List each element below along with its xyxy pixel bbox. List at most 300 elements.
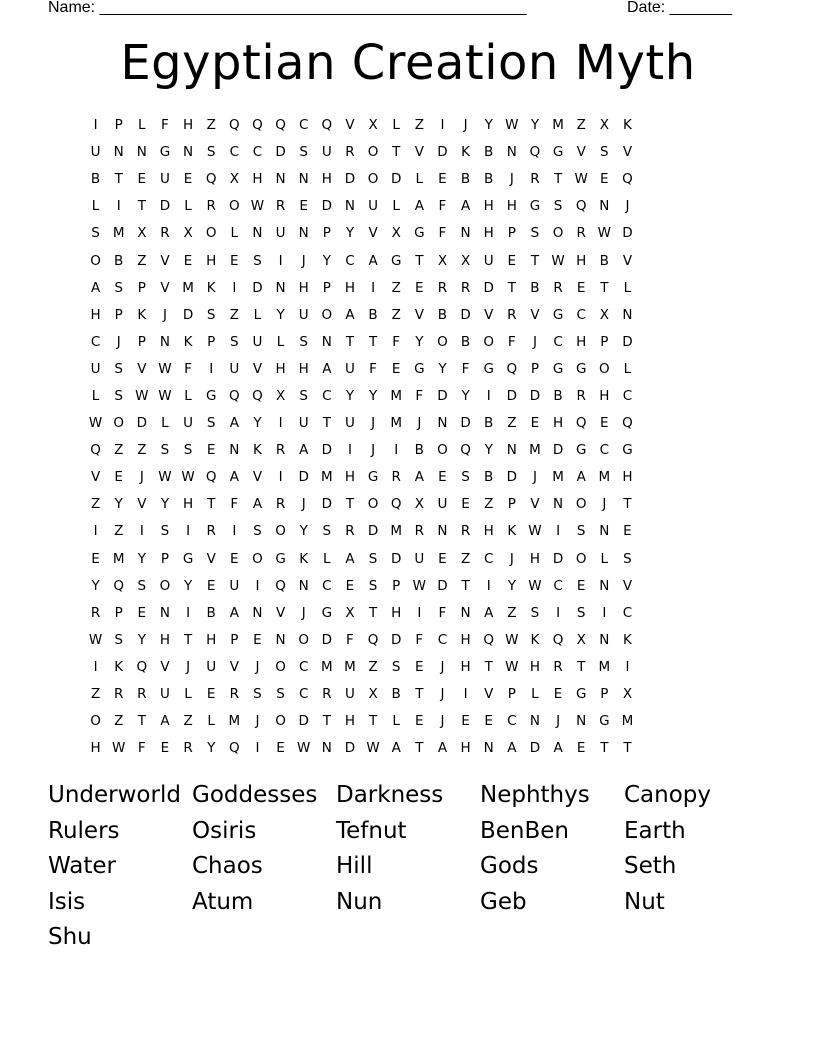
grid-letter: B (484, 144, 494, 161)
grid-letter: J (417, 415, 422, 432)
grid-letter: S (253, 686, 262, 703)
grid-letter: S (230, 333, 239, 350)
grid-letter: Q (205, 171, 217, 188)
grid-letter: B (460, 333, 471, 350)
grid-letter: D (159, 198, 171, 215)
grid-letter: P (160, 550, 170, 567)
grid-letter: N (136, 144, 147, 161)
grid-letter: X (391, 225, 401, 242)
grid-letter: Q (252, 117, 263, 134)
grid-letter: H (460, 631, 471, 648)
grid-letter: G (205, 387, 217, 404)
grid-letter: M (529, 442, 541, 459)
grid-letter: E (576, 740, 586, 757)
grid-letter: I (602, 604, 607, 621)
grid-letter: O (228, 198, 240, 215)
grid-letter: Q (275, 577, 286, 594)
grid-letter: I (463, 686, 468, 703)
grid-letter: S (299, 387, 308, 404)
grid-letter: O (575, 496, 587, 513)
grid-letter: H (460, 740, 471, 757)
grid-letter: H (182, 496, 194, 513)
grid-letter: G (321, 604, 333, 621)
grid-letter: Q (575, 415, 587, 432)
grid-letter: V (414, 144, 424, 161)
grid-letter: N (344, 198, 355, 215)
grid-letter: A (229, 415, 239, 432)
grid-letter: E (206, 686, 216, 703)
grid-row (84, 491, 732, 518)
grid-letter: R (553, 658, 563, 675)
grid-letter: M (228, 713, 241, 730)
grid-letter: I (417, 604, 422, 621)
grid-letter: Y (299, 523, 308, 540)
grid-letter: T (322, 713, 331, 730)
grid-letter: B (553, 387, 563, 404)
grid-letter: S (206, 144, 216, 161)
grid-letter: P (322, 225, 331, 242)
grid-letter: V (160, 658, 170, 675)
grid-letter: N (252, 225, 263, 242)
grid-letter: O (437, 333, 448, 350)
grid-letter: L (392, 117, 400, 134)
grid-letter: T (415, 686, 424, 703)
grid-letter: P (114, 306, 123, 323)
grid-letter: I (255, 577, 260, 594)
grid-letter: L (161, 415, 169, 432)
grid-letter: Y (461, 387, 470, 404)
word-list (48, 778, 768, 956)
grid-letter: J (625, 198, 630, 215)
grid-letter: Z (414, 117, 424, 134)
grid-letter: O (113, 415, 124, 432)
grid-letter: S (368, 550, 378, 567)
grid-letter: I (116, 198, 121, 215)
grid-row (84, 112, 732, 139)
grid-letter: W (88, 631, 103, 648)
grid-letter: L (184, 198, 192, 215)
grid-letter: D (529, 740, 541, 757)
grid-letter: S (576, 604, 586, 621)
grid-letter: C (252, 144, 263, 161)
grid-letter: R (437, 279, 448, 296)
grid-letter: T (577, 658, 586, 675)
grid-letter: O (298, 631, 309, 648)
grid-letter: X (576, 631, 586, 648)
grid-letter: D (321, 496, 333, 513)
grid-letter: P (392, 577, 401, 594)
grid-letter: P (530, 360, 540, 377)
grid-letter: I (625, 658, 630, 675)
grid-letter: D (552, 442, 564, 459)
grid-letter: V (90, 469, 101, 486)
grid-letter: V (484, 686, 494, 703)
grid-letter: D (552, 550, 564, 567)
grid-letter: E (415, 713, 424, 730)
grid-letter: N (252, 604, 263, 621)
grid-letter: A (299, 442, 309, 459)
grid-letter: T (345, 496, 355, 513)
word-list-item: Darkness (336, 782, 444, 808)
grid-letter: J (440, 658, 445, 675)
grid-letter: Y (438, 360, 447, 377)
grid-letter: D (483, 279, 494, 296)
grid-letter: Z (90, 496, 101, 513)
grid-letter: U (229, 577, 240, 594)
grid-letter: F (346, 631, 354, 648)
grid-letter: X (414, 496, 424, 513)
grid-letter: B (437, 306, 448, 323)
grid-letter: N (298, 171, 309, 188)
grid-letter: C (507, 713, 517, 730)
grid-letter: E (553, 686, 563, 703)
grid-letter: M (390, 387, 403, 404)
grid-letter: M (552, 469, 564, 486)
grid-letter: X (622, 686, 633, 703)
grid-letter: T (137, 198, 146, 215)
grid-letter: D (252, 279, 263, 296)
grid-letter: X (368, 117, 378, 134)
grid-letter: C (576, 306, 586, 323)
grid-letter: O (552, 225, 564, 242)
grid-letter: L (323, 550, 331, 567)
grid-letter: H (159, 631, 171, 648)
grid-letter: S (322, 523, 332, 540)
grid-letter: H (344, 279, 356, 296)
grid-letter: R (137, 686, 147, 703)
grid-letter: N (321, 333, 332, 350)
grid-letter: D (298, 469, 309, 486)
grid-letter: B (90, 171, 101, 188)
grid-letter: Q (252, 387, 263, 404)
grid-letter: U (275, 225, 286, 242)
grid-letter: A (414, 198, 424, 215)
grid-letter: R (275, 442, 286, 459)
grid-letter: P (507, 225, 516, 242)
word-list-item: Isis (48, 888, 86, 915)
grid-letter: N (113, 144, 124, 161)
grid-letter: N (159, 333, 170, 350)
grid-letter: D (344, 171, 356, 188)
grid-letter: J (509, 171, 514, 188)
grid-letter: S (114, 631, 123, 648)
grid-letter: H (391, 604, 402, 621)
grid-letter: D (622, 225, 633, 242)
grid-letter: T (530, 252, 540, 269)
grid-letter: X (437, 252, 448, 269)
grid-letter: R (183, 740, 193, 757)
grid-letter: V (229, 658, 239, 675)
grid-row (84, 681, 732, 708)
grid-letter: X (345, 604, 355, 621)
grid-letter: B (460, 171, 471, 188)
grid-letter: X (137, 225, 147, 242)
grid-letter: Z (368, 658, 378, 675)
grid-letter: E (183, 171, 193, 188)
grid-letter: G (552, 360, 564, 377)
grid-letter: H (206, 252, 217, 269)
grid-letter: I (371, 279, 376, 296)
grid-letter: D (437, 577, 448, 594)
grid-letter: Z (391, 306, 401, 323)
word-list-item: Osiris (192, 817, 257, 844)
grid-letter: R (345, 523, 355, 540)
grid-letter: F (230, 496, 239, 513)
grid-row (84, 383, 732, 410)
grid-letter: C (322, 577, 332, 594)
grid-letter: N (529, 713, 540, 730)
grid-row (84, 600, 732, 627)
grid-letter: Y (484, 442, 493, 459)
grid-letter: W (88, 415, 103, 432)
grid-letter: R (576, 225, 586, 242)
grid-letter: W (158, 387, 172, 404)
grid-letter: E (507, 252, 517, 269)
grid-letter: D (344, 740, 356, 757)
grid-letter: D (321, 442, 333, 459)
grid-letter: R (322, 686, 332, 703)
grid-letter: E (461, 496, 470, 513)
grid-letter: N (298, 577, 309, 594)
grid-letter: D (298, 713, 309, 730)
grid-letter: Q (321, 117, 333, 134)
grid-letter: U (321, 144, 332, 161)
grid-letter: J (116, 333, 121, 350)
word-list-item: Atum (192, 888, 254, 915)
grid-letter: R (90, 604, 101, 621)
grid-letter: J (463, 117, 468, 134)
grid-letter: J (255, 658, 260, 675)
grid-letter: J (371, 415, 376, 432)
grid-letter: I (440, 117, 445, 134)
grid-letter: V (622, 144, 633, 161)
grid-letter: D (622, 333, 633, 350)
grid-letter: C (345, 252, 355, 269)
grid-letter: G (552, 306, 564, 323)
grid-letter: A (345, 306, 355, 323)
grid-row (84, 166, 732, 193)
grid-letter: G (622, 442, 633, 459)
grid-letter: C (599, 442, 610, 459)
grid-letter: M (112, 550, 125, 567)
grid-letter: W (597, 225, 611, 242)
grid-letter: E (576, 279, 586, 296)
grid-letter: M (112, 225, 125, 242)
grid-letter: P (137, 333, 146, 350)
grid-letter: Y (276, 306, 285, 323)
grid-letter: Y (368, 387, 378, 404)
grid-letter: Q (113, 577, 124, 594)
grid-letter: O (252, 550, 263, 567)
grid-letter: Q (390, 496, 402, 513)
grid-letter: F (369, 360, 377, 377)
grid-letter: D (390, 171, 402, 188)
grid-letter: U (90, 360, 101, 377)
grid-letter: R (206, 523, 216, 540)
grid-letter: E (299, 198, 308, 215)
grid-letter: N (275, 631, 286, 648)
grid-letter: U (344, 415, 355, 432)
grid-letter: N (275, 279, 286, 296)
grid-row (84, 220, 732, 247)
grid-letter: H (483, 225, 494, 242)
grid-letter: T (600, 279, 609, 296)
grid-letter: G (575, 442, 587, 459)
grid-letter: B (530, 279, 540, 296)
grid-letter: Q (228, 117, 240, 134)
grid-letter: X (183, 225, 193, 242)
grid-letter: Q (622, 415, 633, 432)
grid-letter: Y (137, 631, 146, 648)
grid-letter: D (275, 144, 286, 161)
grid-letter: L (276, 333, 285, 350)
grid-letter: N (599, 523, 610, 540)
grid-letter: R (229, 686, 239, 703)
grid-letter: K (461, 144, 470, 161)
grid-letter: R (576, 387, 586, 404)
grid-letter: F (415, 387, 424, 404)
grid-letter: P (114, 117, 123, 134)
grid-letter: N (553, 496, 564, 513)
grid-letter: E (345, 577, 355, 594)
grid-letter: Y (253, 415, 262, 432)
grid-letter: Y (345, 225, 355, 242)
grid-letter: B (484, 469, 494, 486)
grid-letter: W (135, 387, 149, 404)
grid-letter: U (344, 686, 355, 703)
grid-letter: Q (483, 631, 494, 648)
grid-letter: I (139, 523, 144, 540)
grid-letter: U (344, 360, 355, 377)
grid-letter: C (553, 577, 563, 594)
grid-letter: I (278, 415, 283, 432)
grid-letter: W (505, 117, 519, 134)
grid-letter: C (553, 333, 563, 350)
grid-letter: P (137, 279, 146, 296)
grid-letter: R (460, 523, 471, 540)
grid-letter: R (160, 225, 170, 242)
grid-letter: H (206, 631, 217, 648)
grid-letter: C (622, 604, 633, 621)
grid-letter: S (160, 523, 170, 540)
grid-letter: E (391, 360, 401, 377)
grid-letter: J (602, 496, 607, 513)
grid-letter: S (576, 523, 586, 540)
grid-letter: H (344, 469, 356, 486)
grid-letter: Y (507, 577, 516, 594)
grid-letter: T (461, 577, 470, 594)
grid-row (84, 193, 732, 220)
grid-letter: B (599, 252, 609, 269)
word-list-item: Rulers (48, 817, 120, 844)
grid-letter: X (275, 387, 286, 404)
grid-letter: L (392, 713, 400, 730)
grid-letter: I (486, 387, 491, 404)
grid-letter: D (506, 469, 518, 486)
grid-letter: I (232, 279, 237, 296)
grid-letter: U (206, 658, 217, 675)
grid-letter: N (483, 740, 494, 757)
grid-letter: V (368, 225, 378, 242)
grid-letter: H (460, 658, 471, 675)
grid-letter: E (438, 469, 447, 486)
grid-letter: E (230, 550, 239, 567)
grid-letter: W (505, 658, 519, 675)
grid-letter: D (506, 387, 518, 404)
grid-letter: E (114, 469, 123, 486)
grid-letter: L (230, 225, 239, 242)
grid-letter: I (394, 442, 399, 459)
grid-letter: U (368, 198, 378, 215)
grid-letter: Y (114, 496, 123, 513)
grid-letter: Q (205, 469, 217, 486)
grid-letter: A (368, 252, 378, 269)
word-list-item: Geb (480, 888, 527, 915)
grid-letter: B (484, 415, 494, 432)
grid-letter: Q (136, 658, 148, 675)
grid-letter: Z (229, 306, 239, 323)
grid-letter: G (599, 713, 610, 730)
grid-letter: A (160, 713, 170, 730)
grid-letter: A (90, 279, 101, 296)
grid-letter: S (299, 144, 308, 161)
grid-letter: W (158, 469, 172, 486)
grid-letter: S (368, 577, 378, 594)
grid-letter: U (414, 550, 425, 567)
grid-letter: P (114, 604, 123, 621)
grid-letter: G (552, 144, 564, 161)
grid-letter: L (623, 279, 632, 296)
grid-letter: H (483, 198, 494, 215)
grid-row (84, 275, 732, 302)
grid-letter: Z (391, 279, 401, 296)
grid-letter: D (367, 523, 379, 540)
grid-letter: O (367, 171, 379, 188)
letter-grid (84, 112, 732, 762)
grid-letter: V (484, 306, 494, 323)
grid-letter: U (437, 496, 448, 513)
grid-letter: O (575, 550, 587, 567)
grid-letter: F (438, 225, 447, 242)
grid-letter: N (506, 144, 517, 161)
grid-letter: V (252, 360, 263, 377)
grid-letter: A (229, 604, 239, 621)
grid-letter: I (93, 117, 98, 134)
grid-letter: T (553, 171, 563, 188)
grid-letter: I (255, 740, 260, 757)
grid-letter: E (160, 740, 170, 757)
grid-letter: R (113, 686, 124, 703)
grid-letter: K (530, 631, 540, 648)
grid-letter: Z (137, 442, 147, 459)
grid-letter: M (598, 658, 611, 675)
grid-letter: Y (91, 577, 100, 594)
grid-letter: H (506, 198, 517, 215)
word-list-item: Nun (336, 888, 383, 915)
grid-letter: S (623, 550, 632, 567)
grid-letter: L (623, 360, 632, 377)
grid-letter: L (91, 387, 100, 404)
grid-letter: I (186, 604, 191, 621)
word-list-item: Nut (624, 888, 665, 915)
grid-letter: N (298, 225, 309, 242)
grid-letter: U (252, 333, 263, 350)
grid-letter: T (415, 740, 424, 757)
grid-letter: T (507, 279, 516, 296)
grid-letter: C (322, 387, 332, 404)
grid-letter: R (275, 198, 286, 215)
grid-letter: A (437, 740, 448, 757)
